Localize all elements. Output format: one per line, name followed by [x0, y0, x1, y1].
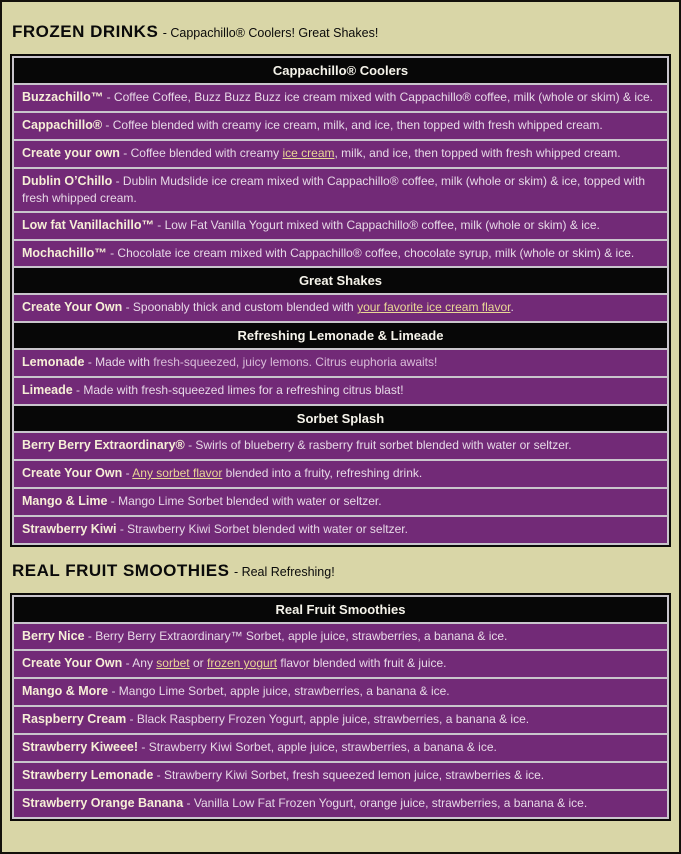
group-header: Sorbet Splash: [14, 406, 667, 431]
group-header: Cappachillo® Coolers: [14, 58, 667, 83]
link-your-favorite-ice-cream-flavor[interactable]: your favorite ice cream flavor: [357, 300, 511, 315]
frozen-drinks-table: [10, 54, 671, 547]
menu-item-row: [14, 85, 667, 111]
item-description: - Any: [122, 656, 157, 671]
item-description: - Strawberry Kiwi Sorbet, fresh squeezed lemon juice, strawberries & ice.: [153, 767, 545, 782]
group-header: Refreshing Lemonade & Limeade: [14, 323, 667, 348]
frozen-drinks-tagline: - Cappachillo® Coolers! Great Shakes!: [162, 26, 379, 40]
link-ice-cream[interactable]: ice cream: [282, 145, 335, 160]
item-description: - Chocolate ice cream mixed with Cappachillo® coffee, chocolate syrup, milk (whole or skim) & ice.: [106, 245, 635, 260]
item-name: Cappachillo®: [22, 117, 103, 132]
menu-item-row: [14, 735, 667, 761]
menu-item-row: [14, 707, 667, 733]
item-name: Create Your Own: [22, 300, 123, 315]
menu-item-row: [14, 679, 667, 705]
item-name: Create Your Own: [22, 656, 123, 671]
item-description: - Coffee blended with creamy ice cream, milk, and ice, then topped with fresh whipped cream.: [102, 117, 603, 132]
smoothies-title: REAL FRUIT SMOOTHIES: [12, 560, 230, 580]
item-name: Create your own: [22, 145, 120, 160]
menu-item-row: [14, 461, 667, 487]
item-name: Create Your Own: [22, 465, 123, 480]
item-name: Low fat Vanillachillo™: [22, 217, 154, 232]
item-name: Lemonade: [22, 355, 85, 370]
item-name: Mochachillo™: [22, 245, 107, 260]
menu-item-row: [14, 489, 667, 515]
item-description: - Swirls of blueberry & rasberry fruit sorbet blended with water or seltzer.: [184, 438, 572, 453]
link-any-sorbet-flavor[interactable]: Any sorbet flavor: [132, 465, 223, 480]
smoothies-table: [10, 593, 671, 821]
frozen-drinks-title: FROZEN DRINKS: [12, 22, 159, 41]
smoothies-tagline: - Real Refreshing!: [233, 564, 335, 579]
smoothies-heading: [12, 561, 669, 581]
menu-item-row: [14, 295, 667, 321]
link-frozen-yogurt[interactable]: frozen yogurt: [206, 656, 278, 671]
group-header: Real Fruit Smoothies: [14, 597, 667, 622]
item-description: - Mango Lime Sorbet, apple juice, strawberries, a banana & ice.: [108, 684, 450, 699]
item-description: - Mango Lime Sorbet blended with water or seltzer.: [107, 493, 382, 508]
item-description: or: [189, 656, 207, 671]
item-name: Berry Berry Extraordinary®: [22, 438, 185, 453]
item-name: Mango & More: [22, 684, 109, 699]
menu-item-row: [14, 113, 667, 139]
item-description: - Berry Berry Extraordinary™ Sorbet, apple juice, strawberries, a banana & ice.: [84, 628, 508, 643]
item-name: Strawberry Kiwi: [22, 521, 117, 536]
item-description: -: [122, 465, 133, 480]
item-name: Dublin O’Chillo: [22, 173, 113, 188]
menu-item-row: [14, 169, 667, 211]
item-description: - Coffee Coffee, Buzz Buzz Buzz ice cream mixed with Cappachillo® coffee, milk (whole or skim) & ice.: [103, 90, 653, 104]
item-name: Strawberry Lemonade: [22, 767, 154, 782]
item-description: flavor blended with fruit & juice.: [277, 656, 447, 671]
menu-item-row: [14, 378, 667, 404]
menu-item-row: [14, 241, 667, 267]
item-description: - Spoonably thick and custom blended with: [122, 300, 358, 315]
item-description: - Vanilla Low Fat Frozen Yogurt, orange juice, strawberries, a banana & ice.: [183, 795, 588, 810]
item-description: blended into a fruity, refreshing drink.: [222, 465, 423, 480]
item-name: Strawberry Kiweee!: [22, 740, 139, 755]
item-name: Limeade: [22, 383, 73, 398]
item-name: Buzzachillo™: [22, 90, 104, 104]
item-description: - Dublin Mudslide ice cream mixed with Cappachillo® coffee, milk (whole or skim) & ice, topped with fresh whipped cream.: [22, 173, 646, 205]
item-description: , milk, and ice, then topped with fresh whipped cream.: [334, 145, 621, 160]
menu-item-row: [14, 141, 667, 167]
link-sorbet[interactable]: sorbet: [156, 656, 190, 671]
menu-item-row: [14, 763, 667, 789]
menu-item-row: [14, 350, 667, 376]
item-description: .: [510, 300, 514, 315]
menu-item-row: [14, 213, 667, 239]
item-name: Strawberry Orange Banana: [22, 795, 184, 810]
item-description: - Strawberry Kiwi Sorbet, apple juice, strawberries, a banana & ice.: [138, 740, 497, 755]
menu-item-row: [14, 651, 667, 677]
group-header: Great Shakes: [14, 268, 667, 293]
menu-item-row: [14, 791, 667, 817]
item-name: Raspberry Cream: [22, 712, 127, 727]
item-description: - Coffee blended with creamy: [119, 145, 283, 160]
item-name: Mango & Lime: [22, 493, 108, 508]
item-name: Berry Nice: [22, 628, 85, 643]
item-description: - Made with fresh-squeezed limes for a refreshing citrus blast!: [72, 383, 404, 398]
frozen-drinks-heading: [12, 22, 669, 42]
item-description: fresh-squeezed, juicy lemons. Citrus euphoria awaits!: [153, 355, 438, 370]
item-description: - Black Raspberry Frozen Yogurt, apple juice, strawberries, a banana & ice.: [126, 712, 530, 727]
item-description: - Low Fat Vanilla Yogurt mixed with Cappachillo® coffee, milk (whole or skim) & ice.: [153, 217, 600, 232]
menu-item-row: [14, 517, 667, 543]
menu-item-row: [14, 624, 667, 650]
menu-item-row: [14, 433, 667, 459]
item-description: - Strawberry Kiwi Sorbet blended with water or seltzer.: [116, 521, 408, 536]
item-description: - Made with: [84, 355, 154, 370]
